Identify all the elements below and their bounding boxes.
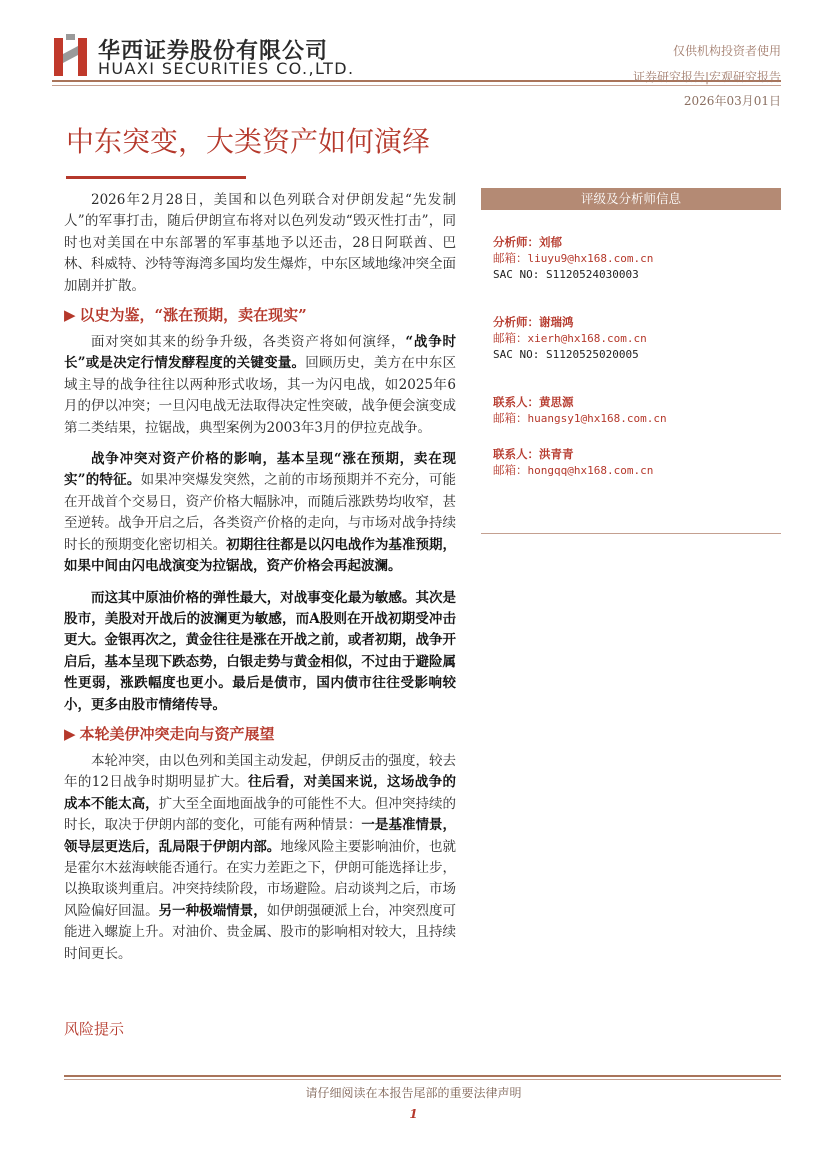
contact-name: 联系人：黄思源 [493,395,574,409]
bold-run: 而这其中原油价格的弹性最大，对战事变化最为敏感。其次是股市，美股对开战后的波澜更为敏感，而A股则在开战初期受冲击更大。金银再次之，黄金往往是涨在开战之前，或者初期，战争开启后，基本呈现下跌态势，白银走势与黄金相似，不过由于避险属性更弱，涨跌幅度也更小。最后是债市，国内债市往往受影响较小，更多由股市情绪传导。 [64,589,456,713]
triangle-bullet-icon: ▶ [64,724,76,743]
footer-rule [64,1075,781,1077]
paragraph [64,449,456,577]
huaxi-logo-icon [52,32,92,78]
contact-entry [493,394,667,427]
paragraph [64,751,456,965]
paragraph [64,588,456,716]
bold-run: 往后看，对美国来说，这场战争的成本不能太高， [64,774,457,812]
audience-note: 仅供机构投资者使用 [672,44,781,58]
legal-notice: 请仔细阅读在本报告尾部的重要法律声明 [305,1086,522,1100]
report-type: 证券研究报告|宏观研究报告 [632,70,781,84]
company-name-en: HUAXI SECURITIES CO.,LTD. [98,59,355,78]
analyst-name: 分析师：刘郁 [493,235,562,249]
company-name-cn: 华西证券股份有限公司 [98,39,329,64]
analyst-sac-number: SAC NO: S1120524030003 [493,268,639,281]
email-label: 邮箱： [493,331,528,345]
section-title: 本轮美伊冲突走向与资产展望 [79,724,275,743]
report-date: 2026年03月01日 [683,94,781,108]
analyst-email[interactable]: xierh@hx168.com.cn [527,332,647,345]
email-label: 邮箱： [493,251,528,265]
section-heading-history [64,304,456,326]
header-rule-thin [52,85,781,86]
triangle-bullet-icon: ▶ [64,306,76,325]
contact-name: 联系人：洪青青 [493,447,574,461]
analyst-info-heading: 评级及分析师信息 [481,188,781,210]
text-run: 如伊朗强硬派上台，冲突烈度可能进入螺旋上升。对油价、贵金属、股市的影响相对较大，且持续时间更长。 [64,902,457,962]
bold-run: 一是基准情景，领导层更迭后，乱局限于伊朗内部。 [64,817,457,855]
risk-heading: 风险提示 [64,1020,125,1038]
text-run: 如果冲突爆发突然，之前的市场预期并不充分，可能在开战首个交易日，资产价格大幅脉冲，而随后涨跌势均收窄，甚至逆转。战争开启之后，各类资产价格的走向，与市场对战争持续时长的预期变化密切相关。 [64,472,457,553]
analyst-info-panel [481,188,781,534]
company-logo [52,32,412,80]
email-label: 邮箱： [493,411,528,425]
page-number: 1 [409,1107,418,1121]
section-heading-outlook [64,723,456,745]
text-run: 本轮冲突，由以色列和美国主动发起，伊朗反击的强度，较去年的12日战争时期明显扩大。 [64,752,456,791]
section-title: 以史为鉴，“涨在预期，卖在现实” [79,306,307,325]
report-body [64,190,456,965]
text-run: 扩大至全面地面战争的可能性不大。但冲突持续的时长，取决于伊朗内部的变化，可能有两种情景： [64,795,456,834]
paragraph [64,332,456,439]
footer-rule-thin [64,1079,781,1080]
analyst-list [481,210,781,534]
text-run: 回顾历史，美方在中东区域主导的战争往往以两种形式收场，其一为闪电战，如2025年6月的伊以冲突；一旦闪电战无法取得决定性突破，战争便会演变成第二类结果，拉锯战，典型案例为2003年3月的伊拉克战争。 [64,355,457,436]
analyst-entry [493,314,647,363]
text-run: 面对突如其来的纷争升级，各类资产将如何演绎， [91,334,406,351]
bold-run: 另一种极端情景， [158,902,267,919]
analyst-sac-number: SAC NO: S1120525020005 [493,348,639,361]
bold-run: 战争冲突对资产价格的影响，基本呈现“涨在预期，卖在现实”的特征。 [64,451,456,489]
title-underline [66,176,246,179]
contact-email[interactable]: huangsy1@hx168.com.cn [527,412,667,425]
intro-paragraph: 2026年2月28日，美国和以色列联合对伊朗发起“先发制人”的军事打击，随后伊朗宣布将对以色列发动“毁灭性打击”，同时也对美国在中东部署的军事基地予以还击，28日阿联酋、巴林、科威特、沙特等海湾多国均发生爆炸，中东区域地缘冲突全面加剧并扩散。 [64,192,456,294]
contact-email[interactable]: hongqq@hx168.com.cn [527,464,654,477]
analyst-name: 分析师：谢瑞鸿 [493,315,574,329]
bold-run: “战争时长”或是决定行情发酵程度的关键变量。 [64,334,457,372]
bold-run: 初期往往都是以闪电战作为基准预期，如果中间由闪电战演变为拉锯战，资产价格会再起波澜。 [64,536,457,575]
report-title: 中东突变，大类资产如何演绎 [66,125,431,158]
email-label: 邮箱： [493,463,528,477]
contact-entry [493,446,653,479]
text-run: 地缘风险主要影响油价，也就是霍尔木兹海峡能否通行。在实力差距之下，伊朗可能选择让步，以换取谈判重启。冲突持续阶段，市场避险。启动谈判之后，市场风险偏好回温。 [64,838,457,919]
analyst-entry [493,234,653,283]
analyst-email[interactable]: liuyu9@hx168.com.cn [527,252,654,265]
